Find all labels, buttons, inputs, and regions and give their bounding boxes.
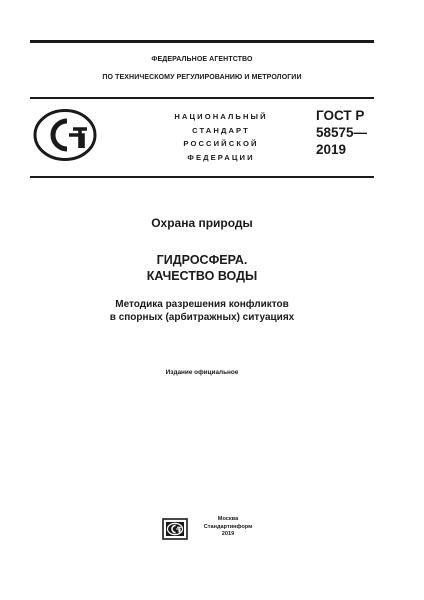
rst-gost-emblem-icon xyxy=(33,108,97,162)
standard-type-line-2: СТАНДАРТ xyxy=(192,125,250,135)
document-title xyxy=(30,252,374,284)
publisher-block xyxy=(198,516,258,539)
designation-line-3: 2019 xyxy=(316,142,347,157)
subtitle-line-1: Методика разрешения конфликтов xyxy=(115,299,289,310)
standard-type-line-1: НАЦИОНАЛЬНЫЙ xyxy=(174,112,268,121)
standard-type-line-3: РОССИЙСКОЙ xyxy=(183,139,259,148)
publisher-year: 2019 xyxy=(221,531,235,537)
standard-type-line-4: ФЕДЕРАЦИИ xyxy=(187,152,255,162)
agency-name-line-2: ПО ТЕХНИЧЕСКОМУ РЕГУЛИРОВАНИЮ И МЕТРОЛОГИИ xyxy=(102,74,302,81)
top-rule xyxy=(30,40,374,43)
title-line-1: ГИДРОСФЕРА. xyxy=(156,253,248,267)
standartinform-logo-icon xyxy=(162,518,188,540)
standard-type-block xyxy=(146,110,296,164)
header-rule xyxy=(30,97,374,99)
subtitle-line-2: в спорных (арбитражных) ситуациях xyxy=(109,312,295,323)
publisher-city: Москва xyxy=(217,516,239,522)
standard-designation xyxy=(316,107,367,158)
bottom-rule xyxy=(30,176,374,178)
publisher-name: Стандартинформ xyxy=(203,523,253,530)
subject-heading: Охрана природы xyxy=(151,216,253,230)
title-line-2: КАЧЕСТВО ВОДЫ xyxy=(146,269,258,283)
edition-note: Издание официальное xyxy=(165,369,239,376)
agency-name-line-1: ФЕДЕРАЛЬНОЕ АГЕНТСТВО xyxy=(151,56,253,63)
designation-line-1: ГОСТ Р xyxy=(316,108,365,123)
document-subtitle xyxy=(30,298,374,324)
designation-line-2: 58575— xyxy=(316,125,368,140)
